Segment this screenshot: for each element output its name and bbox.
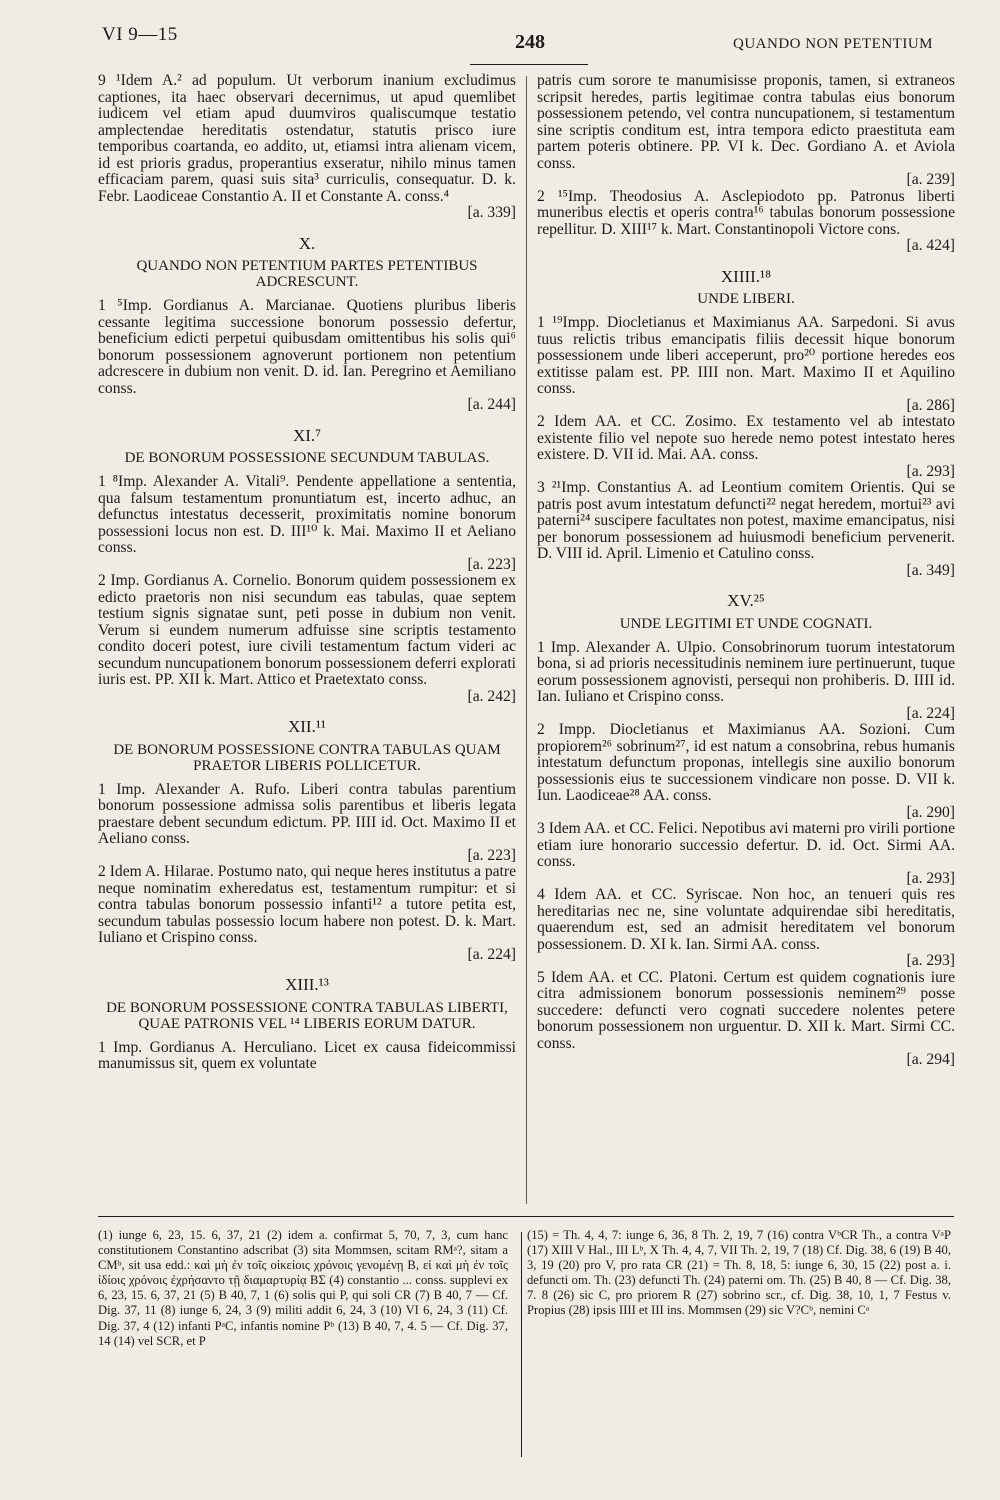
paragraph: patris cum sorore te manumisisse proponis, tamen, si extraneos scripsit heredes, partis legitimae contra tabulas eius bonorum possessionem petendo, vel contra nuncupationem, si testamentum sine scriptis conditum est, intra tempora edicto praestituta eam partem poteris obtinere. PP. VI k. Dec. Gordiano A. et Aviola conss.	[537, 72, 955, 172]
year-note: [a. 293]	[906, 462, 955, 480]
section-number: XIII.¹³	[285, 975, 329, 994]
paragraph: 1 Imp. Alexander A. Ulpio. Consobrinorum tuorum intestatorum bona, si ad prioris necessitudinis neminem iure pertinuerunt, tuque eorum possessionem agnovisti, persequi non prohiberis. D. IIII id. Ian. Iuliano et Crispino conss.	[537, 638, 955, 705]
year-note: [a. 223]	[467, 555, 516, 573]
year-note: [a. 349]	[906, 561, 955, 579]
paragraph: 3 Idem AA. et CC. Felici. Nepotibus avi materni pro virili portione etiam iure honorario successio defertur. D. id. Oct. Sirmi AA. conss.	[537, 820, 955, 870]
section-number: XV.²⁵	[727, 591, 765, 610]
section-title: DE BONORUM POSSESSIONE CONTRA TABULAS QUAM PRAETOR LIBERIS POLLICETUR.	[113, 741, 501, 774]
paragraph: 2 Impp. Diocletianus et Maximianus AA. Sozioni. Cum propiorem²⁶ sobrinum²⁷, id est natum a consobrina, rebus humanis intestatum defunctum proponas, intellegis sine auxilio bonorum possessionis eius te successionem vindicare non posse. D. VII k. Iun. Laodiceae²⁸ AA. conss.	[537, 721, 955, 804]
paragraph: 4 Idem AA. et CC. Syriscae. Non hoc, an tenueri quis res hereditarias nec ne, sine voluntate adquirendae sibi hereditatis, quaerendum est, sed an admisit hereditatem vel bonorum possessionem. D. XI k. Ian. Sirmi AA. conss.	[537, 886, 955, 953]
paragraph: 3 ²¹Imp. Constantius A. ad Leontium comitem Orientis. Qui se patris post avum intestatum defuncti²² negat heredem, mortui²³ avi paterni²⁴ suscipere facultates non potest, maxime emancipatus, nisi per bonorum possessionem ad huiusmodi beneficium pervenerit. D. VIII id. April. Limenio et Catulino conss.	[537, 479, 955, 562]
year-note: [a. 239]	[906, 171, 955, 188]
footnotes-left	[98, 1228, 508, 1349]
paragraph: 2 Idem A. Hilarae. Postumo nato, qui neque heres institutus a patre neque nominatim exheredatus est, testamentum rumpitur: et si contra tabulas bonorum possessio infanti¹² a tutore petita est, secundum tabulas possessio locum habere non potest. D. k. Mart. Iuliano et Crispino conss.	[98, 863, 516, 946]
year-note: [a. 244]	[467, 396, 516, 413]
paragraph: 1 Imp. Gordianus A. Herculiano. Licet ex causa fideicommissi manumissus sit, quem ex voluntate	[98, 1038, 516, 1072]
year-note: [a. 224]	[906, 704, 955, 722]
footnote-text: (15) = Th. 4, 4, 7: iunge 6, 36, 8 Th. 2, 19, 7 (16) contra VᵇCR Th., a contra VᵃP (17) XIII V Hal., III Lᵇ, X Th. 4, 4, 7, VII Th. 2, 19, 7 (18) Cf. Dig. 38, 6 (19) B 40, 3, 19 (20) pro V, pro rata CR (21) = Th. 8, 18, 5: iunge 6, 30, 15 (22) post a. i. defuncti om. Th. (23) defuncti Th. (24) paterni om. Th. (25) B 40, 8 — Cf. Dig. 38, 7. 8 (26) sic C, pro priorem R (27) sobrino scr., cf. Dig. 38, 10, 1, 7 Festus v. Propius (28) ipsis IIII et III ins. Mommsen (29) sic V?Cᵇ, nemini Cᵃ	[527, 1228, 951, 1318]
year-note: [a. 293]	[906, 869, 955, 887]
year-note: [a. 290]	[906, 803, 955, 821]
running-head-title: QUANDO NON PETENTIUM	[733, 36, 933, 52]
right-column	[537, 73, 955, 1069]
column-divider	[526, 76, 527, 1204]
section-title: DE BONORUM POSSESSIONE SECUNDUM TABULAS.	[124, 450, 490, 466]
paragraph: 5 Idem AA. et CC. Platoni. Certum est quidem cognationis iure citra admissionem bonorum possessionis neminem²⁹ posse succedere: defuncti vero cognati succedere nolentes petere bonorum possessionem non urguentur. D. XII k. Mart. Sirmi CC. conss.	[537, 968, 955, 1052]
year-note: [a. 286]	[906, 396, 955, 414]
year-note: [a. 223]	[467, 846, 516, 864]
section-number: XII.¹¹	[287, 717, 327, 736]
section-number: X.	[298, 233, 316, 253]
section-number: XI.⁷	[292, 425, 322, 445]
footnote-divider	[521, 1232, 522, 1457]
paragraph: 9 ¹Idem A.² ad populum. Ut verborum inanium excludimus captiones, ita haec observari decernimus, ut apud quemlibet iudicem vel etiam apud duumviros qualiscumque testatio amplectendae hereditatis ostendatur, statutis prisco iure temporibus coartanda, eo addito, ut, etiamsi intra alienam vicem, id est prioris gradus, properantius exseratur, nihilo minus tamen efficaciam parem, quasi suis sita³ curriculis, consequatur. D. k. Febr. Laodiceae Constantio A. II et Constante A. conss.⁴	[98, 72, 516, 205]
footnotes-right	[527, 1228, 951, 1319]
paragraph: 2 Imp. Gordianus A. Cornelio. Bonorum quidem possessionem ex edicto praetoris non nisi secundum eas tabulas, quae septem testium signis signatae sunt, peti posse in dubium non venit. Verum si eundem numerum adfuisse sine scriptis testamento condito doceri potest, iure civili testamentum factum videri ac secundum nuncupationem bonorum possessionem deferri explorati iuris est. PP. XII k. Mart. Attico et Praetextato conss.	[98, 572, 516, 688]
footnote-rule	[98, 1216, 954, 1217]
paragraph: 1 ¹⁹Impp. Diocletianus et Maximianus AA. Sarpedoni. Si avus tuus relictis tribus emancipatis filiis decessit hique bonorum possessionem unde liberi acceperunt, pro²⁰ portione heredes eos extitisse palam est. PP. IIII non. Mart. Maximo II et Aquilino conss.	[537, 314, 955, 397]
running-head-section: VI 9—15	[102, 24, 178, 45]
paragraph: 1 ⁸Imp. Alexander A. Vitali⁹. Pendente appellatione a sententia, qua falsum testamentum pronuntiatum est, incerto adhuc, an defunctus intestatus decesserit, proximitatis nomine bonorum possessioni locus non est. D. III¹⁰ k. Mai. Maximo II et Aeliano conss.	[98, 473, 516, 556]
year-note: [a. 242]	[467, 687, 516, 705]
footnote-text: (1) iunge 6, 23, 15. 6, 37, 21 (2) idem a. confirmat 5, 70, 7, 3, cum hanc constitutionem Constantino adscribat (3) sita Mommsen, scitam RMᵃ?, sitam a CMᵇ, sit usa edd.: καὶ μὴ ἐν τοῖς οἰκείοις χρόνοις γενομένῃ B, εἰ καὶ μὴ ἐν τοῖς ἰδίοις χρόνοις ἐχρήσαντο τῇ διαμαρτυρίᾳ BΣ (4) constantio ... conss. supplevi ex 6, 23, 15. 6, 37, 21 (5) B 40, 7, 1 (6) solis qui P, qui soli CR (7) B 40, 7 — Cf. Dig. 37, 11 (8) iunge 6, 24, 3 (9) militi addit 6, 24, 3 (10) VI 6, 24, 3 (11) Cf. Dig. 37, 4 (12) infanti PᵃC, infantis nomine Pᵇ (13) B 40, 7, 4. 5 — Cf. Dig. 37, 14 (14) vel SCR, et P	[98, 1228, 508, 1348]
paragraph: 2 ¹⁵Imp. Theodosius A. Asclepiodoto pp. Patronus liberti muneribus electis et operis contra¹⁶ tabulas bonorum possessione repellitur. D. XIII¹⁷ k. Mart. Constantinopoli Victore cons.	[537, 187, 955, 238]
section-title: UNDE LEGITIMI ET UNDE COGNATI.	[619, 615, 873, 632]
section-title: UNDE LIBERI.	[697, 291, 795, 307]
section-title: QUANDO NON PETENTIUM PARTES PETENTIBUS ADCRESCUNT.	[136, 258, 478, 290]
page-number-rule	[470, 64, 588, 65]
page-number: 248	[515, 31, 545, 53]
left-column	[98, 73, 516, 1073]
paragraph: 1 ⁵Imp. Gordianus A. Marcianae. Quotiens pluribus liberis cessante legitima successione bonorum possessio defertur, beneficium edicti perpetui quibusdam omittentibus his solis qui⁶ bonorum possessionem agnoverunt portionem non petentium adcrescere in dubium non venit. D. id. Ian. Peregrino et Aemiliano conss.	[98, 297, 516, 397]
paragraph: 2 Idem AA. et CC. Zosimo. Ex testamento vel ab intestato existente filio vel nepote suo herede nemo potest intestato heres existere. D. VII id. Mai. AA. conss.	[537, 413, 955, 463]
section-number: XIIII.¹⁸	[720, 266, 772, 286]
section-title: DE BONORUM POSSESSIONE CONTRA TABULAS LIBERTI, QUAE PATRONIS VEL ¹⁴ LIBERIS EORUM DATUR.	[106, 999, 508, 1032]
year-note: [a. 424]	[906, 237, 955, 254]
year-note: [a. 224]	[467, 945, 516, 963]
year-note: [a. 293]	[906, 952, 955, 969]
year-note: [a. 294]	[906, 1051, 955, 1068]
year-note: [a. 339]	[467, 204, 516, 221]
paragraph: 1 Imp. Alexander A. Rufo. Liberi contra tabulas parentium bonorum possessione admissa solis parentibus et liberis legata praestare debent secundum edictum. PP. IIII id. Oct. Maximo II et Aeliano conss.	[98, 780, 516, 847]
